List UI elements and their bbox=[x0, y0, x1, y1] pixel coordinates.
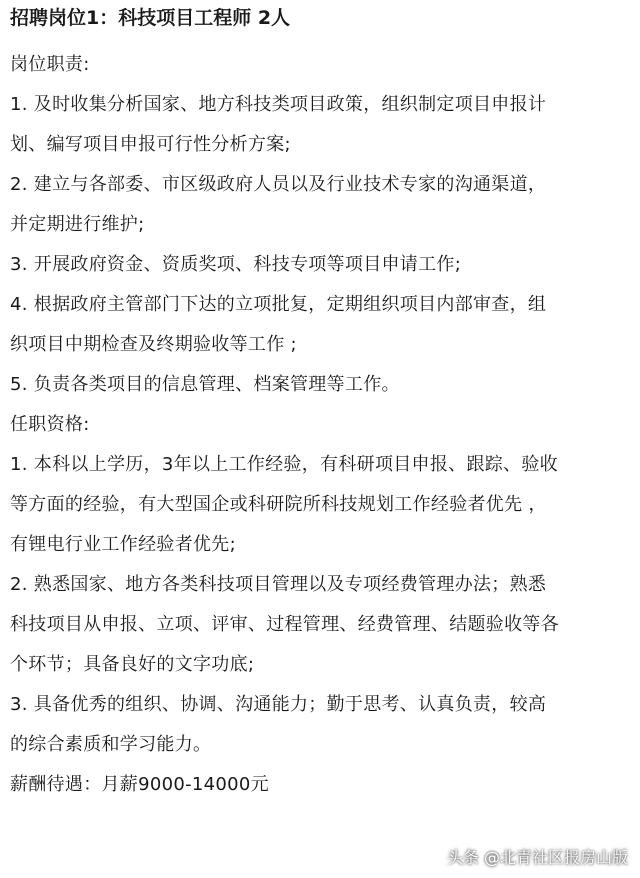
text-line: 1. 本科以上学历，3年以上工作经验，有科研项目申报、跟踪、验收 bbox=[10, 454, 558, 475]
salary-line: 薪酬待遇：月薪9000-14000元 bbox=[10, 774, 269, 795]
text-line: 划、编写项目申报可行性分析方案; bbox=[10, 134, 291, 155]
text-line: 2. 建立与各部委、市区级政府人员以及行业技术专家的沟通渠道， bbox=[10, 174, 547, 195]
text-line: 任职资格: bbox=[10, 414, 90, 435]
text-line: 并定期进行维护; bbox=[10, 214, 145, 235]
text-line: 4. 根据政府主管部门下达的立项批复，定期组织项目内部审查，组 bbox=[10, 294, 547, 315]
text-line: 科技项目从申报、立项、评审、过程管理、经费管理、结题验收等各 bbox=[10, 614, 559, 635]
text-line: 5. 负责各类项目的信息管理、档案管理等工作。 bbox=[10, 374, 400, 395]
job-title-heading: 招聘岗位1：科技项目工程师 2人 bbox=[10, 7, 291, 29]
text-line: 3. 具备优秀的组织、协调、沟通能力；勤于思考、认真负责，较高 bbox=[10, 694, 547, 715]
text-line: 3. 开展政府资金、资质奖项、科技专项等项目申请工作; bbox=[10, 254, 462, 275]
text-line: 1. 及时收集分析国家、地方科技类项目政策，组织制定项目申报计 bbox=[10, 94, 547, 115]
text-line: 的综合素质和学习能力。 bbox=[10, 734, 212, 755]
text-line: 等方面的经验，有大型国企或科研院所科技规划工作经验者优先 ， bbox=[10, 494, 547, 515]
watermark: 头条 @北青社区报房山版 bbox=[446, 848, 628, 867]
text-line: 有锂电行业工作经验者优先; bbox=[10, 534, 236, 555]
text-line: 个环节；具备良好的文字功底; bbox=[10, 654, 255, 675]
text-line: 织项目中期检查及终期验收等工作 ; bbox=[10, 334, 297, 355]
text-line: 2. 熟悉国家、地方各类科技项目管理以及专项经费管理办法；熟悉 bbox=[10, 574, 547, 595]
text-line: 岗位职责: bbox=[10, 54, 90, 75]
document-body bbox=[10, 0, 632, 805]
